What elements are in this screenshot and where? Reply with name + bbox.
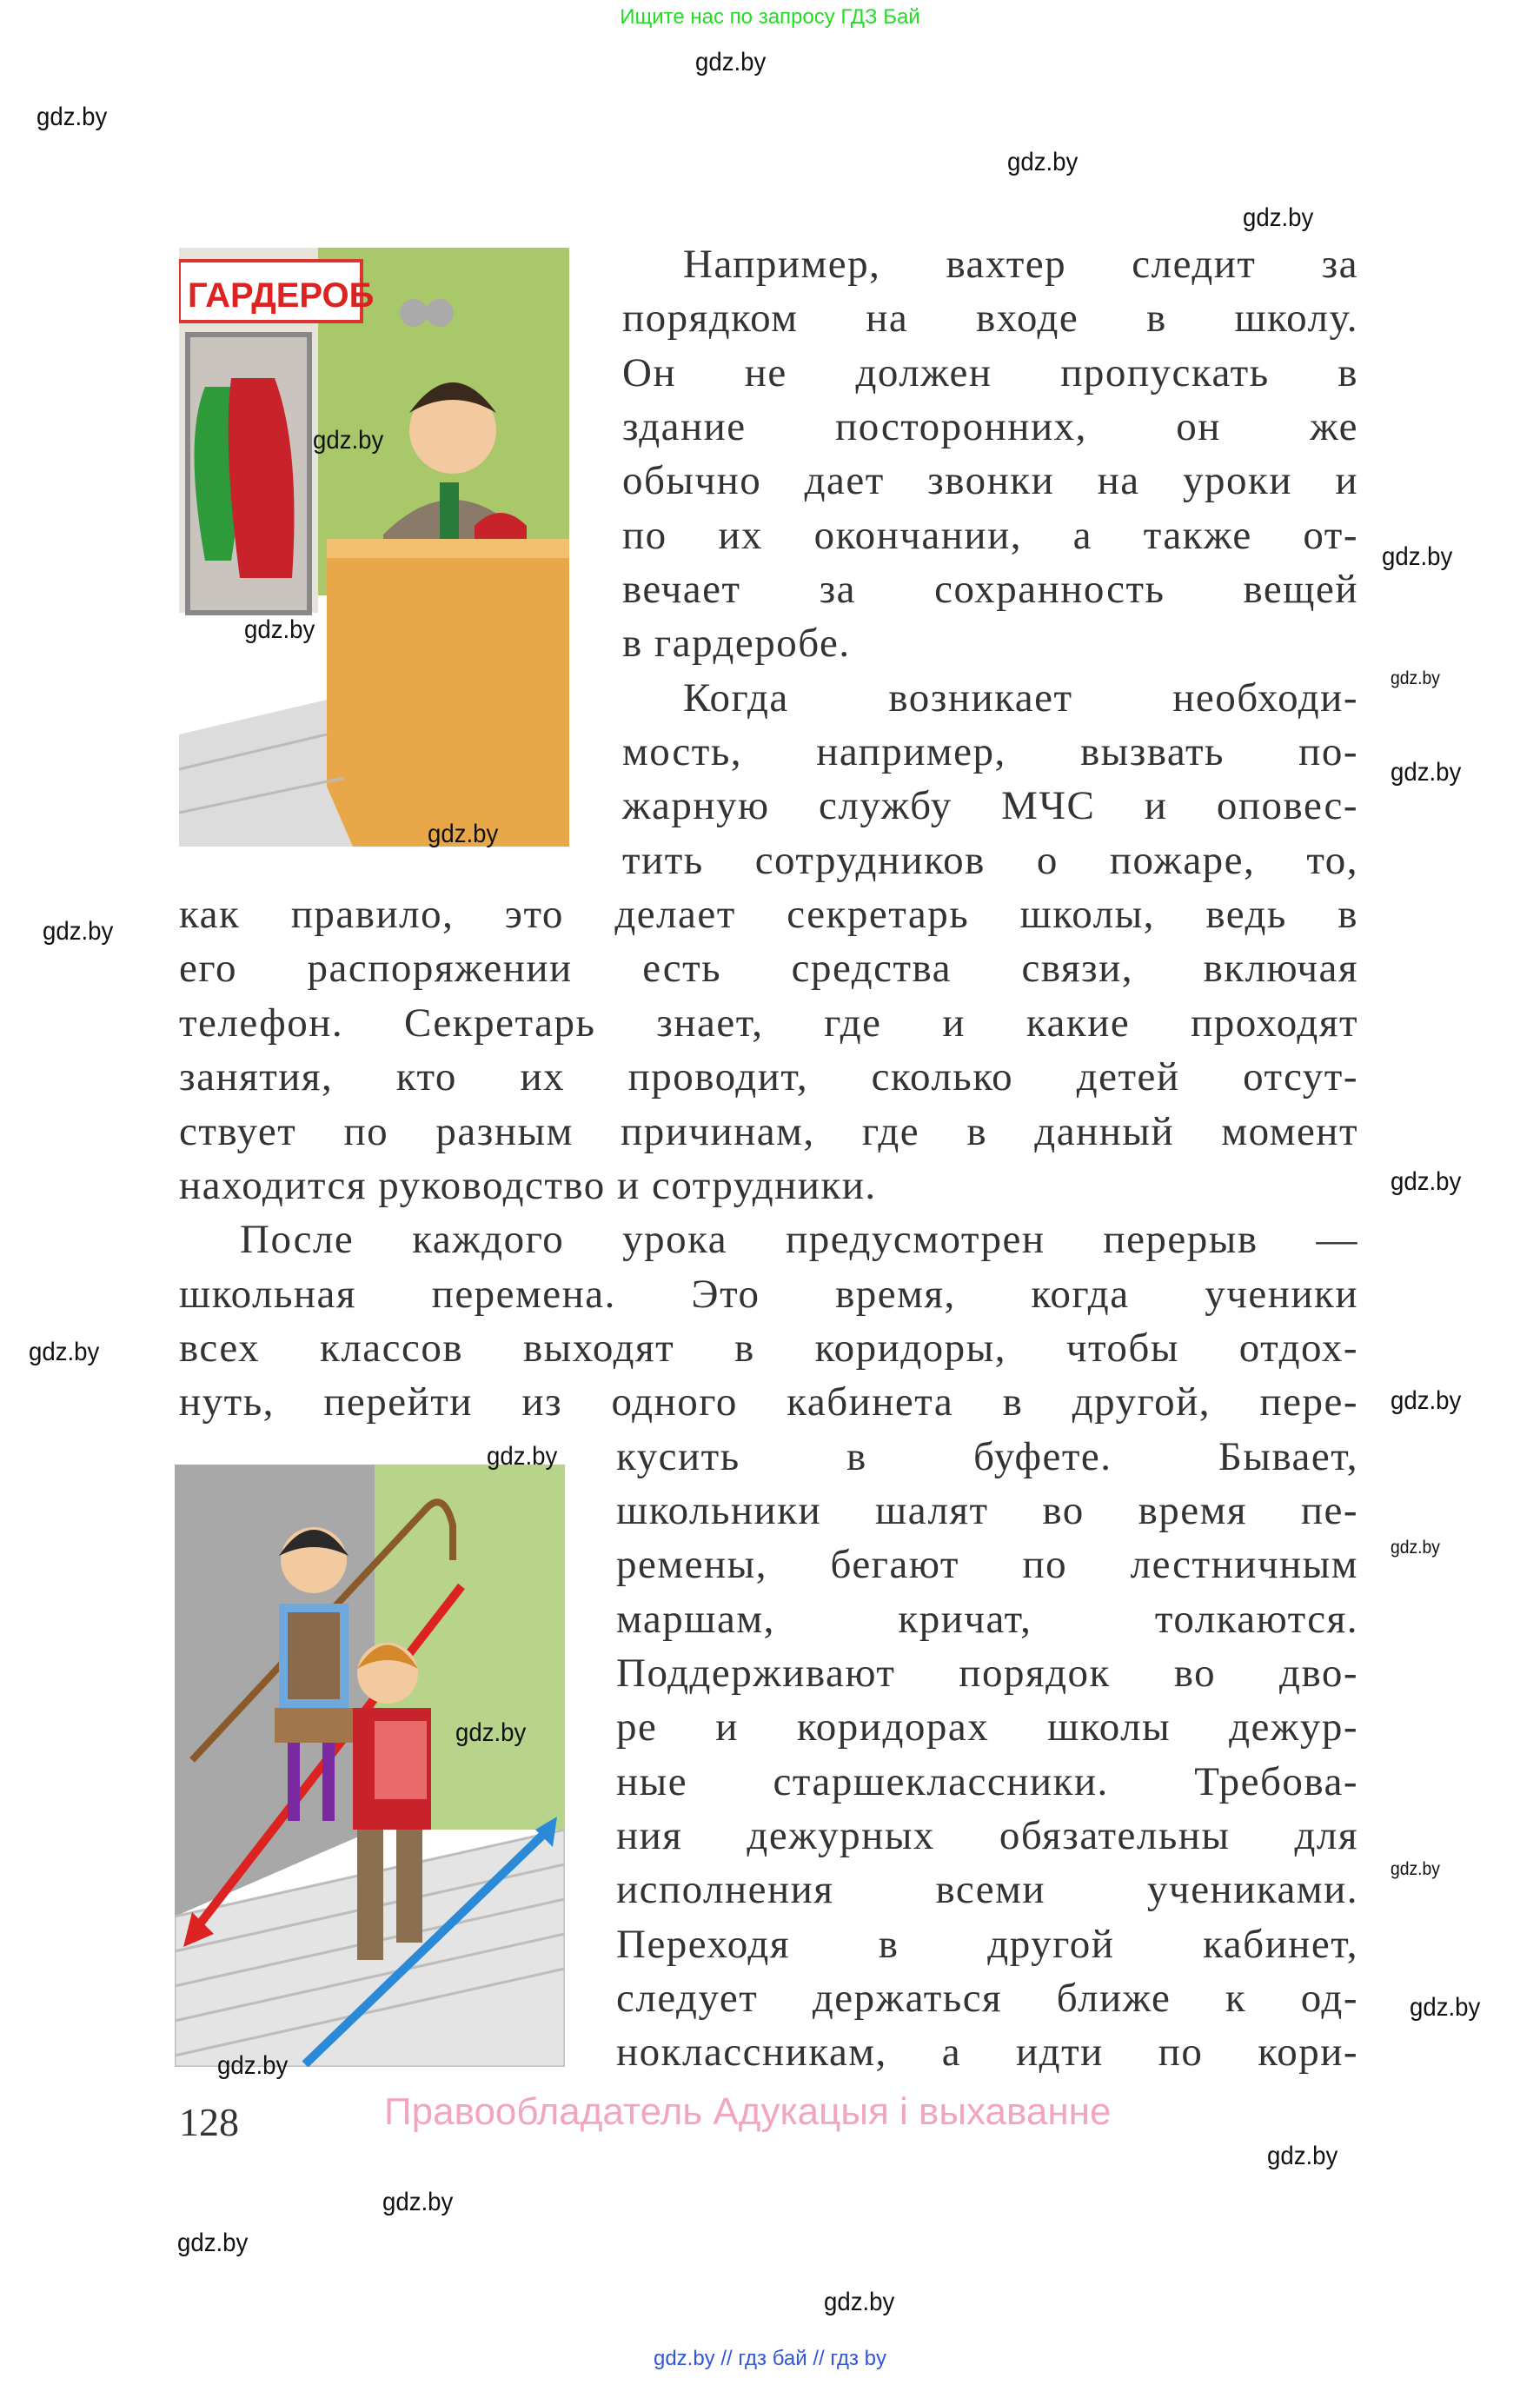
body-text [179,237,1358,2080]
watermark: gdz.by [29,1338,100,1366]
text-line: школьная перемена. Это время, когда ученики [179,1271,1358,1317]
text-line: нуть, перейти из одного кабинета в другой, пере- [179,1379,1358,1425]
text-line: Поддерживают порядок во дво- [616,1650,1358,1696]
text-line: здание посторонних, он же [622,404,1358,450]
watermark: gdz.by [1391,758,1462,787]
search-hint-banner: Ищите нас по запросу ГДЗ Бай [620,5,920,29]
text-line: обычно дает звонки на уроки и [622,458,1358,504]
watermark: gdz.by [313,426,384,455]
watermark: gdz.by [1382,542,1453,571]
watermark: gdz.by [177,2229,249,2257]
text-line: исполнения всеми учениками. [616,1867,1358,1913]
text-line: Например, вахтер следит за [683,242,1358,287]
text-line: После каждого урока предусмотрен перерыв — [240,1217,1358,1263]
text-line: занятия, кто их проводит, сколько детей отсут- [179,1054,1358,1100]
footer-links[interactable]: gdz.by // гдз бай // гдз by [653,2347,887,2370]
watermark: gdz.by [1243,203,1314,232]
watermark: gdz.by [244,615,315,644]
text-line: ремены, бегают по лестничным [616,1542,1358,1588]
text-line: Переходя в другой кабинет, [616,1921,1358,1967]
watermark: gdz.by [1391,1538,1440,1558]
watermark: gdz.by [43,917,114,946]
text-line: маршам, кричат, толкаются. [616,1596,1358,1642]
text-line: вечает за сохранность вещей [622,567,1358,613]
text-line: по их окончании, а также от- [622,512,1358,558]
text-line: тить сотрудников о пожаре, то, [622,837,1358,883]
watermark: gdz.by [217,2051,289,2080]
watermark: gdz.by [1391,1859,1440,1879]
text-line: порядком на входе в школу. [622,296,1358,342]
text-line: всех классов выходят в коридоры, чтобы отдох- [179,1325,1358,1371]
text-line: ноклассникам, а идти по кори- [616,2030,1358,2076]
watermark: gdz.by [695,48,767,76]
text-line: жарную службу МЧС и оповес- [622,783,1358,829]
text-line: мость, например, вызвать по- [622,729,1358,775]
text-line: телефон. Секретарь знает, где и какие проходят [179,1000,1358,1046]
page-number: 128 [179,2100,239,2144]
watermark: gdz.by [1391,668,1440,688]
text-line: ре и коридорах школы дежур- [616,1704,1358,1751]
watermark: gdz.by [1267,2142,1338,2170]
text-line: ния дежурных обязательны для [616,1812,1358,1858]
watermark: gdz.by [37,103,108,131]
watermark: gdz.by [1391,1167,1462,1196]
watermark: gdz.by [1007,148,1079,176]
text-line: кусить в буфете. Бывает, [616,1433,1358,1479]
rights-holder-notice: Правообладатель Адукацыя і выхаванне [384,2090,1112,2133]
text-line: находится руководство и сотрудники. [179,1162,877,1208]
text-line: как правило, это делает секретарь школы, ведь в [179,892,1358,938]
text-line: Когда возникает необходи- [683,674,1358,721]
watermark: gdz.by [1391,1386,1462,1415]
text-line: Он не должен пропускать в [622,349,1358,395]
watermark: gdz.by [1410,1993,1481,2022]
watermark: gdz.by [428,820,499,848]
text-line: ствует по разным причинам, где в данный момент [179,1108,1358,1154]
watermark: gdz.by [824,2288,895,2316]
watermark: gdz.by [487,1442,558,1471]
watermark: gdz.by [455,1718,527,1747]
text-line: его распоряжении есть средства связи, включая [179,946,1358,992]
watermark: gdz.by [382,2188,454,2216]
text-line: в гардеробе. [622,621,851,667]
cloakroom-sign: ГАРДЕРОБ [188,276,375,315]
text-line: ные старшеклассники. Требова- [616,1758,1358,1804]
text-line: следует держаться ближе к од- [616,1976,1358,2021]
text-line: школьники шалят во время пе- [616,1487,1358,1533]
